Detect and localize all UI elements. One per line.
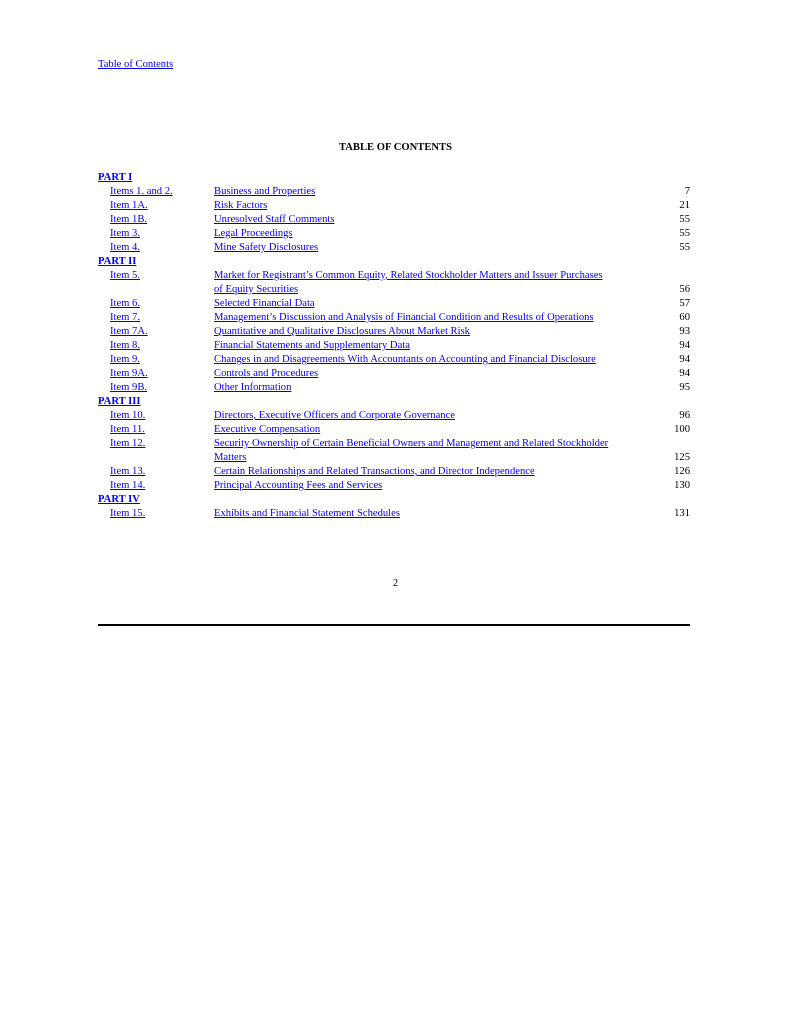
page-ref: 94	[679, 368, 690, 379]
toc-row	[98, 269, 690, 283]
item-link[interactable]: Item 6.	[110, 298, 141, 309]
toc-row	[98, 339, 690, 353]
part-row	[98, 493, 690, 507]
page-ref: 57	[679, 298, 690, 309]
section-title-link[interactable]: Principal Accounting Fees and Services	[214, 480, 383, 491]
page-ref: 94	[679, 354, 690, 365]
page-ref: 125	[674, 452, 690, 463]
section-title-link[interactable]: Financial Statements and Supplementary Data	[214, 340, 410, 351]
item-link[interactable]: Item 13.	[110, 466, 146, 477]
toc-row	[98, 213, 690, 227]
toc-row	[98, 381, 690, 395]
item-link[interactable]: Item 3.	[110, 228, 141, 239]
table-of-contents-link[interactable]: Table of Contents	[98, 59, 174, 70]
section-title-link[interactable]: Changes in and Disagreements With Accountants on Accounting and Financial Disclosure	[214, 354, 596, 365]
toc-row	[98, 465, 690, 479]
item-link[interactable]: Items 1. and 2.	[110, 186, 173, 197]
page-ref: 94	[679, 340, 690, 351]
section-title-link[interactable]: Other Information	[214, 382, 292, 393]
item-link[interactable]: Item 9.	[110, 354, 141, 365]
item-link[interactable]: Item 10.	[110, 410, 146, 421]
toc-row	[98, 185, 690, 199]
page-ref: 21	[679, 200, 690, 211]
page-ref: 96	[679, 410, 690, 421]
toc-row	[98, 297, 690, 311]
item-link[interactable]: Item 7.	[110, 312, 141, 323]
item-link[interactable]: Item 7A.	[110, 326, 148, 337]
section-title-link[interactable]: Controls and Procedures	[214, 368, 319, 379]
item-link[interactable]: Item 9B.	[110, 382, 148, 393]
toc-row	[98, 283, 690, 297]
section-title-link[interactable]: Risk Factors	[214, 200, 268, 211]
section-title-link[interactable]: Business and Properties	[214, 186, 316, 197]
item-link[interactable]: Item 5.	[110, 270, 141, 281]
page-number: 2	[392, 578, 399, 589]
toc-list	[98, 171, 690, 521]
toc-row	[98, 353, 690, 367]
toc-row	[98, 311, 690, 325]
toc-row	[98, 325, 690, 339]
page-ref: 131	[674, 508, 690, 519]
item-link[interactable]: Item 4.	[110, 242, 141, 253]
page-ref: 55	[679, 242, 690, 253]
section-title-link[interactable]: Executive Compensation	[214, 424, 321, 435]
section-title-link[interactable]: Unresolved Staff Comments	[214, 214, 335, 225]
section-title-link[interactable]: Market for Registrant’s Common Equity, Related Stockholder Matters and Issuer Purchases	[214, 270, 603, 281]
toc-row	[98, 423, 690, 437]
toc-row	[98, 199, 690, 213]
part-link[interactable]: PART IV	[98, 494, 140, 505]
section-title-link[interactable]: Quantitative and Qualitative Disclosures About Market Risk	[214, 326, 470, 337]
item-link[interactable]: Item 1B.	[110, 214, 148, 225]
toc-row	[98, 409, 690, 423]
item-link[interactable]: Item 9A.	[110, 368, 148, 379]
toc-row	[98, 227, 690, 241]
section-title-link[interactable]: Legal Proceedings	[214, 228, 293, 239]
toc-row	[98, 437, 690, 451]
section-title-link[interactable]: Mine Safety Disclosures	[214, 242, 319, 253]
page-ref: 55	[679, 228, 690, 239]
item-link[interactable]: Item 12.	[110, 438, 146, 449]
item-link[interactable]: Item 14.	[110, 480, 146, 491]
section-title-link[interactable]: Security Ownership of Certain Beneficial Owners and Management and Related Stockholder	[214, 438, 609, 449]
toc-title: TABLE OF CONTENTS	[338, 142, 453, 153]
toc-row	[98, 479, 690, 493]
section-title-link[interactable]: Exhibits and Financial Statement Schedules	[214, 508, 400, 519]
part-row	[98, 171, 690, 185]
page-ref: 100	[674, 424, 690, 435]
toc-row	[98, 367, 690, 381]
part-link[interactable]: PART I	[98, 172, 133, 183]
section-title-link[interactable]: Certain Relationships and Related Transactions, and Director Independence	[214, 466, 535, 477]
toc-row	[98, 451, 690, 465]
toc-row	[98, 507, 690, 521]
page-ref: 95	[679, 382, 690, 393]
page-divider	[98, 624, 690, 626]
page-ref: 60	[679, 312, 690, 323]
toc-row	[98, 241, 690, 255]
page-ref: 56	[679, 284, 690, 295]
page-ref: 55	[679, 214, 690, 225]
page-ref: 93	[679, 326, 690, 337]
page-ref: 7	[684, 186, 690, 197]
part-row	[98, 395, 690, 409]
item-link[interactable]: Item 8.	[110, 340, 141, 351]
section-title-link[interactable]: Selected Financial Data	[214, 298, 315, 309]
page-ref: 126	[674, 466, 690, 477]
section-title-link[interactable]: Matters	[214, 452, 247, 463]
item-link[interactable]: Item 1A.	[110, 200, 148, 211]
section-title-link[interactable]: Management’s Discussion and Analysis of Financial Condition and Results of Operations	[214, 312, 594, 323]
part-row	[98, 255, 690, 269]
item-link[interactable]: Item 11.	[110, 424, 145, 435]
section-title-link[interactable]: of Equity Securities	[214, 284, 299, 295]
part-link[interactable]: PART II	[98, 256, 137, 267]
part-link[interactable]: PART III	[98, 396, 141, 407]
page-ref: 130	[674, 480, 690, 491]
item-link[interactable]: Item 15.	[110, 508, 146, 519]
section-title-link[interactable]: Directors, Executive Officers and Corporate Governance	[214, 410, 456, 421]
